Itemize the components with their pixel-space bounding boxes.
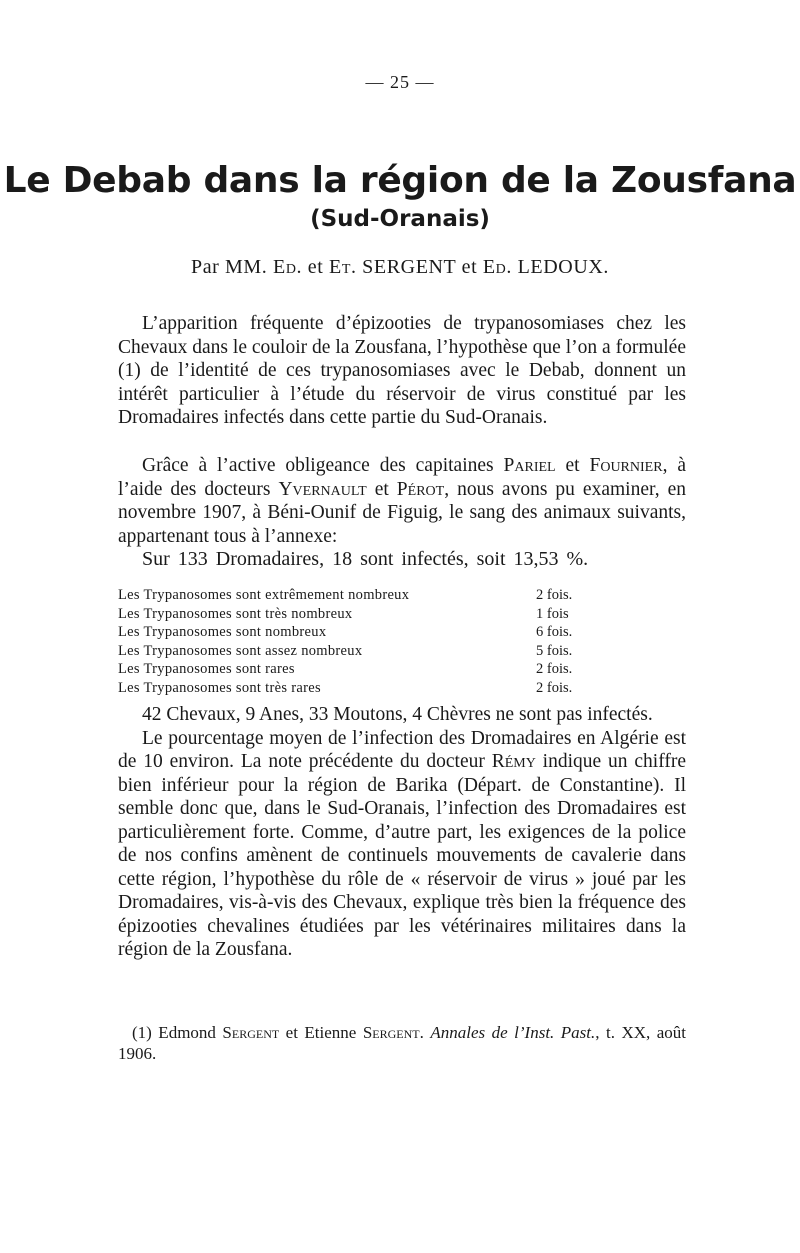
table-cell-count: 5 fois. [536,642,573,659]
dromadaires-summary: Sur 133 Dromadaires, 18 sont infectés, soit 13,53 %. [142,548,589,570]
name-fournier: Fournier [589,455,663,476]
byline-author2: Et. [329,256,357,278]
article-title: Le Debab dans la région de la Zousfana [3,160,797,201]
table-row [118,623,588,642]
para2-part2: et [555,455,590,476]
table-cell-text: Les Trypanosomes sont rares [118,661,295,677]
byline-prefix: Par MM. [190,256,274,278]
footnote-name1: Sergent [222,1023,280,1042]
paragraph-3-text: 42 Chevaux, 9 Anes, 33 Moutons, 4 Chèvres ne sont pas infectés. [142,704,653,725]
table-cell-count: 2 fois. [536,679,573,696]
table-row [118,642,588,661]
paragraph-1-text: L’apparition fréquente d’épizooties de trypanosomiases chez les Chevaux dans le couloir de la Zousfana, l’hypothèse que l’on a formulée (1) de l’identité de ces trypanosomiases avec le Debab, donnent un intérêt particulier à l’étude du réservoir de virus constitué par les Dromadaires infectés dans cette partie du Sud-Oranais. [118,313,686,428]
para2-part5: , nous avons pu examiner, en novembre 1907, à Béni-Ounif de Figuig, le sang des animaux suivants, appartenant tous à l’annexe: [118,478,686,547]
table-row [118,586,588,605]
table-cell-count: 1 fois [536,605,569,622]
name-perot: Pérot [396,478,445,500]
paragraph-4-text [118,727,686,962]
footnote-part1: (1) Edmond [132,1023,223,1042]
footnote-journal: Annales de l’Inst. Past. [430,1023,596,1042]
table-cell-text: Les Trypanosomes sont assez nombreux [118,642,363,659]
footnote-part2: et Etienne [279,1023,363,1042]
para2-part3: , à l’aide des docteurs [118,455,687,500]
para2-part1: Grâce à l’active obligeance des capitaines [142,455,504,476]
paragraph-3 [118,703,686,962]
name-remy: Rémy [491,751,536,772]
page-number: — 25 — [365,72,435,92]
table-cell-text: Les Trypanosomes sont nombreux [118,624,327,640]
byline [0,256,800,279]
footnote [118,1022,686,1064]
paragraph-1 [118,312,686,430]
footnote-name2: Sergent [362,1023,420,1042]
byline-name1: SERGENT et [356,256,483,278]
table-cell-count: 2 fois. [536,661,573,677]
table-cell-text: Les Trypanosomes sont très rares [118,679,321,696]
para4-part1: Le pourcentage moyen de l’infection des Dromadaires en Algérie est de 10 environ. La note précédente du docteur [118,727,686,772]
name-yvernault: Yvernault [278,478,367,500]
trypanosomes-table [118,586,588,697]
footnote-part4: , t. XX, août 1906. [118,1023,687,1063]
article-subtitle: (Sud-Oranais) [310,206,490,232]
table-row [118,605,588,624]
para2-part4: et [366,478,397,500]
paragraph-2 [118,454,686,548]
name-pariel: Pariel [503,455,556,476]
table-row [118,679,588,698]
footnote-part3: . [419,1023,431,1042]
para4-part2: indique un chiffre bien inférieur pour la région de Barika (Départ. de Constantine). Il semble donc que, dans le Sud-Oranais, l’infection des Dromadaires est particulièrement forte. Comme, d’autre part, les exigences de la police de nos confins amènent de continuels mouvements de cavalerie dans cette région, l’hypothèse du rôle de « réservoir de virus » joué par les Dromadaires, vis-à-vis des Chevaux, explique très bien la fréquence des épizooties chevalines étudiées par les vétérinaires militaires dans la région de la Zousfana. [118,751,686,960]
byline-author3: Ed. [482,256,512,278]
table-cell-count: 6 fois. [536,624,573,640]
byline-and: et [302,256,329,278]
table-cell-count: 2 fois. [536,587,573,603]
footnote-text [118,1022,686,1064]
table-row [118,660,588,679]
table-cell-text: Les Trypanosomes sont extrêmement nombreux [118,587,410,603]
byline-name2: LEDOUX. [512,256,610,278]
table-cell-text: Les Trypanosomes sont très nombreux [118,605,353,622]
byline-author1: Ed. [273,256,303,278]
paragraph-2-text [118,454,686,548]
